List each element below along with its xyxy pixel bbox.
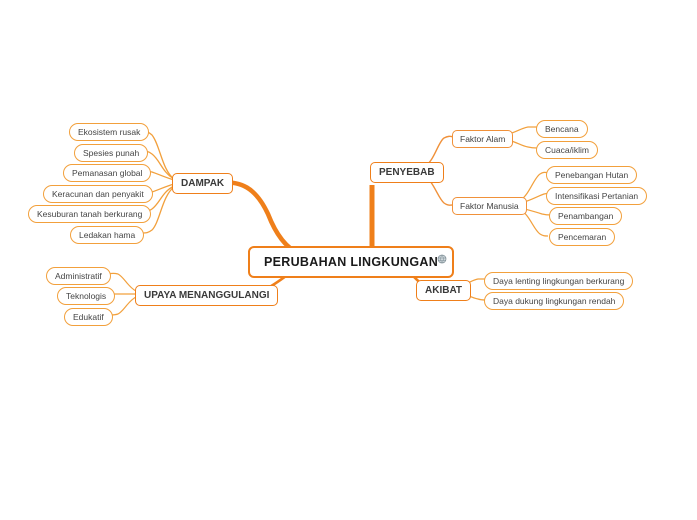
root-node[interactable] xyxy=(248,246,454,278)
leaf-keracunan-dan-penyakit[interactable] xyxy=(43,185,153,203)
leaf-administratif[interactable] xyxy=(46,267,111,285)
branch-akibat[interactable] xyxy=(416,280,471,301)
leaf-label: Intensifikasi Pertanian xyxy=(555,191,639,201)
branch-upaya-label: UPAYA MENANGGULANGI xyxy=(144,290,270,301)
leaf-spesies-punah[interactable] xyxy=(74,144,148,162)
leaf-penambangan[interactable] xyxy=(549,207,622,225)
leaf-label: Kesuburan tanah berkurang xyxy=(37,209,143,219)
sub-branch-label: Faktor Alam xyxy=(460,134,506,144)
leaf-edukatif[interactable] xyxy=(64,308,113,326)
leaf-label: Pencemaran xyxy=(558,232,607,242)
leaf-label: Pemanasan global xyxy=(72,168,143,178)
leaf-label: Keracunan dan penyakit xyxy=(52,189,144,199)
leaf-label: Penebangan Hutan xyxy=(555,170,629,180)
branch-akibat-label: AKIBAT xyxy=(425,285,463,296)
branch-penyebab-label: PENYEBAB xyxy=(379,167,435,178)
leaf-penebangan-hutan[interactable] xyxy=(546,166,637,184)
leaf-teknologis[interactable] xyxy=(57,287,115,305)
leaf-label: Edukatif xyxy=(73,312,104,322)
leaf-pencemaran[interactable] xyxy=(549,228,615,246)
branch-penyebab[interactable] xyxy=(370,162,444,183)
leaf-cuaca-iklim[interactable] xyxy=(536,141,598,159)
leaf-label: Daya lenting lingkungan berkurang xyxy=(493,276,625,286)
leaf-pemanasan-global[interactable] xyxy=(63,164,151,182)
leaf-ledakan-hama[interactable] xyxy=(70,226,144,244)
leaf-label: Daya dukung lingkungan rendah xyxy=(493,296,616,306)
sub-branch-faktor-alam[interactable] xyxy=(452,130,513,148)
leaf-label: Bencana xyxy=(545,124,579,134)
leaf-label: Teknologis xyxy=(66,291,107,301)
branch-dampak[interactable] xyxy=(172,173,233,194)
leaf-intensifikasi-pertanian[interactable] xyxy=(546,187,647,205)
leaf-label: Ekosistem rusak xyxy=(78,127,141,137)
root-label: PERUBAHAN LINGKUNGAN xyxy=(264,255,439,269)
leaf-ekosistem-rusak[interactable] xyxy=(69,123,149,141)
leaf-label: Penambangan xyxy=(558,211,614,221)
leaf-label: Cuaca/iklim xyxy=(545,145,589,155)
branch-dampak-label: DAMPAK xyxy=(181,178,225,189)
sub-branch-label: Faktor Manusia xyxy=(460,201,519,211)
leaf-label: Spesies punah xyxy=(83,148,140,158)
leaf-daya-lenting-lingkungan-berkurang[interactable] xyxy=(484,272,633,290)
branch-upaya-menanggulangi[interactable] xyxy=(135,285,278,306)
leaf-bencana[interactable] xyxy=(536,120,588,138)
globe-icon xyxy=(437,254,447,264)
leaf-label: Ledakan hama xyxy=(79,230,136,240)
leaf-label: Administratif xyxy=(55,271,102,281)
connector-root-dampak xyxy=(222,182,300,254)
leaf-kesuburan-tanah-berkurang[interactable] xyxy=(28,205,151,223)
sub-branch-faktor-manusia[interactable] xyxy=(452,197,527,215)
leaf-daya-dukung-lingkungan-rendah[interactable] xyxy=(484,292,624,310)
